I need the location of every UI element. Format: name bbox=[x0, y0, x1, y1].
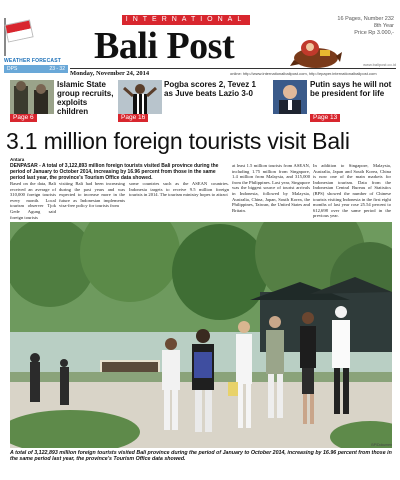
indonesian-flag-icon bbox=[4, 19, 33, 42]
teaser-1[interactable] bbox=[13, 80, 117, 122]
weather-city: DPS bbox=[7, 66, 18, 72]
page-count: 16 Pages, Number 232 bbox=[337, 16, 394, 22]
teaser-headline: Islamic State group recruits, exploits children bbox=[57, 80, 114, 116]
photo-credit: BP/Dokumen bbox=[371, 443, 392, 447]
international-label: INTERNATIONAL bbox=[122, 15, 250, 25]
tourists-street-photo bbox=[10, 222, 392, 448]
lead-photo bbox=[10, 222, 392, 448]
online-links[interactable]: online: http://www.internationalbalipost.com, http://epaper.internationalbalipost.com bbox=[230, 71, 377, 76]
teaser-page-badge: Page 13 bbox=[310, 114, 340, 122]
teaser-thumbnail-children bbox=[10, 80, 54, 114]
weather-temp: 23 - 32 bbox=[49, 66, 65, 72]
teaser-2[interactable] bbox=[121, 80, 264, 122]
teaser-page-badge: Page 16 bbox=[118, 114, 148, 122]
price: Price Rp 3.000,- bbox=[354, 30, 394, 36]
weather-box bbox=[4, 65, 68, 73]
weather-forecast bbox=[4, 58, 68, 73]
article-column-3: some countries such as the ASEAN countries. Indonesia targets to receive 9.5 million foreign tourists in 2014. The tourism ministry hopes to attract bbox=[129, 181, 229, 198]
article-column-2: visiting Bali had been increasing during the past years and was expected to increase more in the future as Indonesian implements visa-free policy for tourists from bbox=[59, 181, 125, 209]
website-url[interactable]: www.balipost.co.id bbox=[363, 62, 396, 67]
article-lede: DENPASAR - A total of 3,122,893 million foreign tourists visited Bali province during the period of January to October 2014, increasing by 16.96 percent from those in the same period last year, the province's Tourism Office data showed. bbox=[10, 163, 219, 181]
teaser-headline: Putin says he will not be president for life bbox=[310, 80, 392, 98]
mascot-illustration-icon bbox=[290, 38, 342, 70]
article-column-1: Based on the data, Bali received an average of 310,000 foreign tourists every month. Local tourism observer Tjok Gede Agung said foreign tourists bbox=[10, 181, 56, 220]
photo-caption: A total of 3,122,893 million foreign tourists visited Bali province during the period of January to October 2014, increasing by 16.96 percent from those in the same period last year, the province's Tourism Office data showed. bbox=[10, 450, 392, 463]
issue-meta bbox=[337, 16, 394, 37]
weather-label: WEATHER FORECAST bbox=[4, 58, 61, 64]
masthead bbox=[0, 0, 400, 80]
byline: Antara bbox=[10, 157, 25, 162]
volume-year: 8th Year bbox=[373, 23, 394, 29]
teaser-thumbnail-putin bbox=[273, 80, 307, 114]
article-column-4: at least 1.5 million tourists from ASEAN, including 1.75 million from Singapore, 1.4 million from Malaysia, and 315,000 from the Philippines. Last year, Singapore was the biggest source of tourist arrivals in Indonesia, followed by Malaysia, Australia, China, Japan, South Korea, the Philippines, Taiwan, the United States and Britain. bbox=[232, 163, 310, 213]
teaser-page-badge: Page 6 bbox=[10, 114, 37, 122]
teaser-3[interactable] bbox=[310, 80, 392, 122]
teaser-headline: Pogba scores 2, Tevez 1 as Juve beats Lazio 3-0 bbox=[164, 80, 256, 98]
dateline bbox=[70, 68, 396, 77]
main-headline[interactable]: 3.1 million foreign tourists visit Bali bbox=[6, 128, 350, 154]
newspaper-title: Bali Post bbox=[94, 25, 235, 67]
issue-date: Monday, November 24, 2014 bbox=[70, 70, 150, 77]
article-column-5: In addition to Singapore, Malaysia, Australia, Japan and South Korea, China is now one of the main markets for Indonesian tourism. Data from the Indonesian Central Bureau of Statistics (BPS) showed the number of Chinese tourists visiting Indonesia in the first eight months of last year rose 25.54 percent to 612,698 over the same period in the previous year. bbox=[313, 163, 391, 219]
teaser-thumbnail-football bbox=[118, 80, 162, 114]
teaser-strip bbox=[10, 80, 392, 122]
